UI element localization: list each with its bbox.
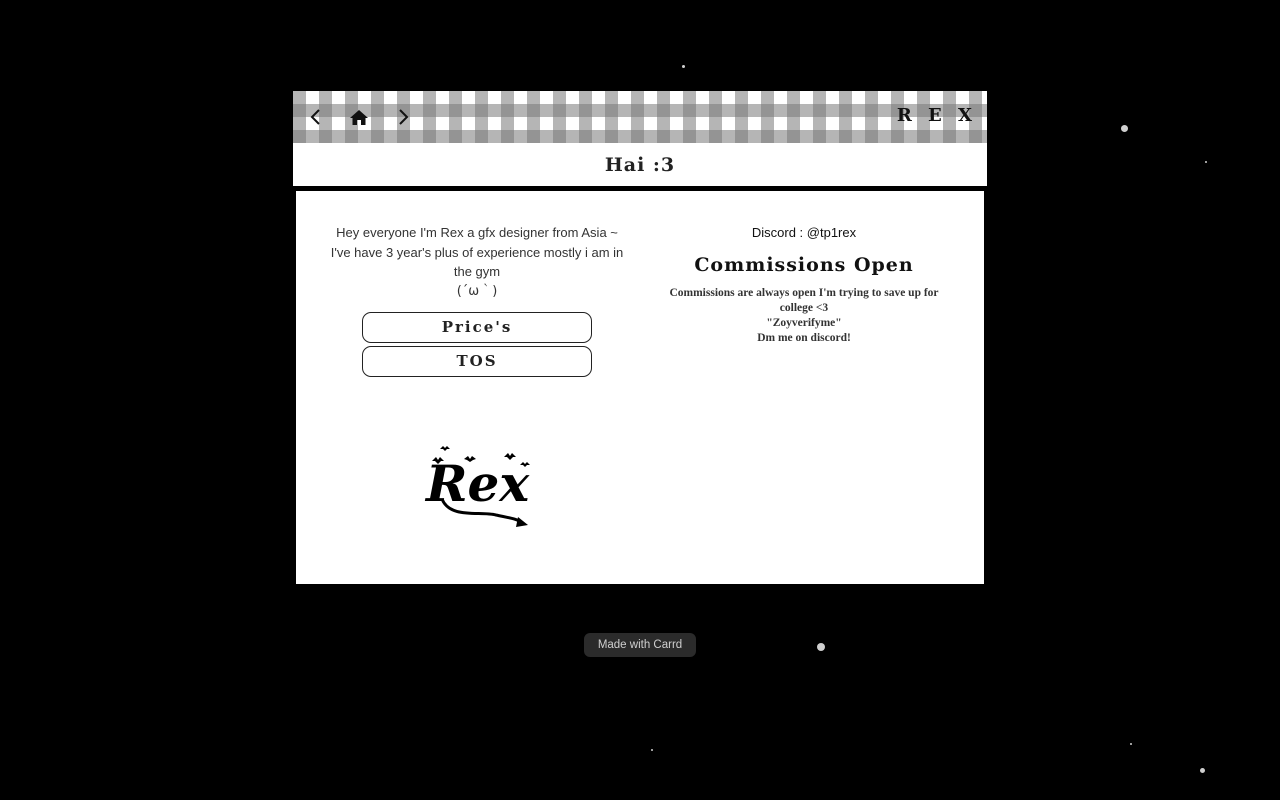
forward-button[interactable]: [391, 105, 415, 129]
contact-column: [656, 225, 952, 346]
chevron-right-icon: [396, 109, 410, 125]
home-button[interactable]: [347, 105, 371, 129]
star-dot: [817, 643, 825, 651]
tos-button[interactable]: TOS: [362, 346, 592, 377]
header-window: [293, 91, 987, 188]
star-dot: [1205, 161, 1207, 163]
note-line: Commissions are always open I'm trying to save up for college <3: [669, 287, 939, 314]
star-dot: [1200, 768, 1205, 773]
star-dot: [1121, 125, 1128, 132]
title-strip: [293, 143, 987, 188]
discord-handle: Discord : @tp1rex: [751, 225, 857, 240]
prices-button[interactable]: Price's: [362, 312, 592, 343]
star-dot: [682, 65, 685, 68]
commission-notes: [656, 286, 952, 346]
note-line: "Zoyverifyme": [766, 317, 842, 329]
checkered-topbar: [293, 91, 987, 143]
commissions-heading: Commissions Open: [694, 254, 914, 276]
svg-text:Rex: Rex: [426, 454, 530, 513]
note-line: Dm me on discord!: [757, 332, 851, 344]
emoticon-text: (´ω｀): [456, 283, 498, 299]
home-icon: [349, 109, 369, 126]
rex-logo: [420, 441, 534, 531]
star-dot: [651, 749, 653, 751]
page-title: Hai :3: [604, 153, 676, 176]
content-panel: [296, 191, 984, 584]
chevron-left-icon: [309, 109, 323, 125]
bio-text: Hey everyone I'm Rex a gfx designer from Asia ~ I've have 3 year's plus of experience mostly i am in the gym: [330, 225, 624, 279]
back-button[interactable]: [304, 105, 328, 129]
made-with-carrd-badge[interactable]: Made with Carrd: [584, 633, 696, 657]
about-column: [326, 223, 628, 380]
star-dot: [1130, 743, 1132, 745]
brand-name: R E X: [896, 105, 977, 126]
